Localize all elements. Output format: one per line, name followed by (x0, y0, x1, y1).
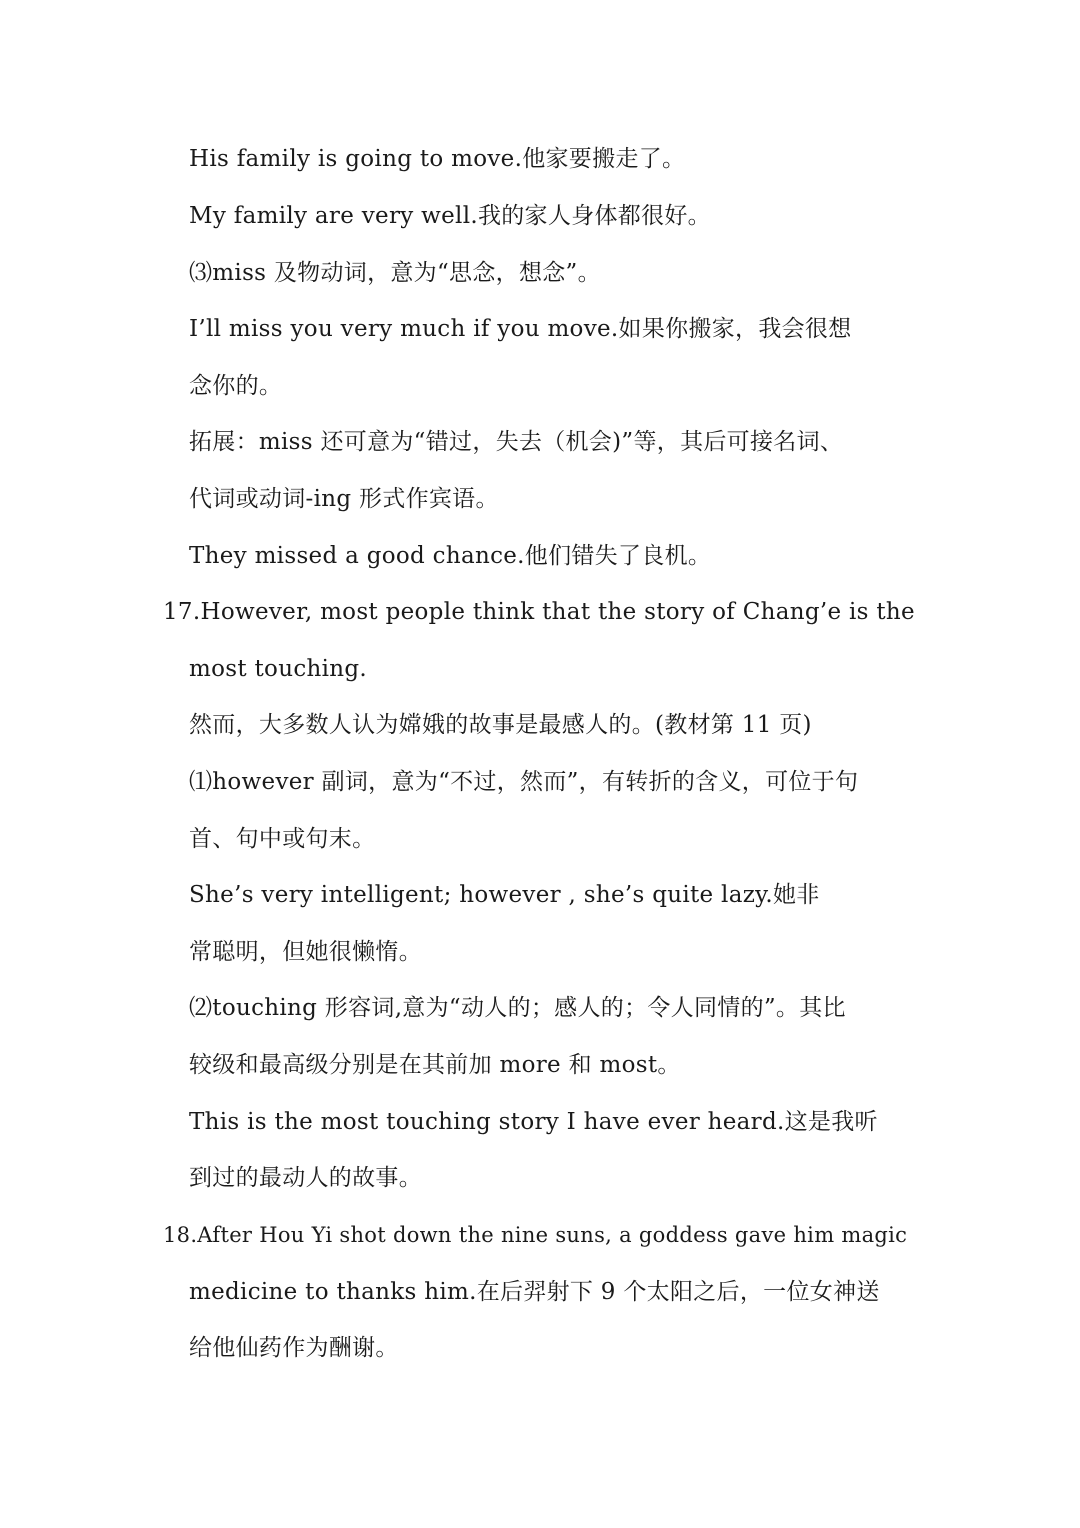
text-line: I’ll miss you very much if you move.如果你搬家，我会很想 (189, 316, 852, 342)
text-line: This is the most touching story I have ever heard.这是我听 (189, 1109, 878, 1135)
text-line: My family are very well.我的家人身体都很好。 (189, 203, 711, 229)
text-line: medicine to thanks him.在后羿射下 9 个太阳之后，一位女神送 (189, 1279, 880, 1305)
text-line: ⑴however 副词，意为“不过，然而”，有转折的含义，可位于句 (189, 769, 859, 795)
text-line: 代词或动词-ing 形式作宾语。 (189, 486, 499, 512)
text-line: They missed a good chance.他们错失了良机。 (189, 543, 712, 569)
text-line: 然而，大多数人认为嫦娥的故事是最感人的。(教材第 11 页) (189, 712, 812, 738)
text-line: 拓展：miss 还可意为“错过，失去（机会)”等，其后可接名词、 (189, 429, 844, 455)
text-line: She’s very intelligent; however , she’s quite lazy.她非 (189, 882, 820, 908)
text-line: His family is going to move.他家要搬走了。 (189, 146, 686, 172)
text-line: 到过的最动人的故事。 (189, 1165, 422, 1191)
text-line: 较级和最高级分别是在其前加 more 和 most。 (189, 1052, 681, 1078)
text-line: 首、句中或句末。 (189, 826, 376, 852)
text-line: 常聪明，但她很懒惰。 (189, 939, 422, 965)
text-line: most touching. (189, 656, 368, 682)
item-18-heading: 18.After Hou Yi shot down the nine suns, a goddess gave him magic (163, 1223, 908, 1247)
text-line: 给他仙药作为酬谢。 (189, 1335, 399, 1361)
text-line: ⑵touching 形容词,意为“动人的；感人的；令人同情的”。其比 (189, 995, 846, 1021)
item-17-heading: 17.However, most people think that the story of Chang’e is the (163, 599, 915, 625)
text-line: ⑶miss 及物动词，意为“思念，想念”。 (189, 260, 601, 286)
text-line: 念你的。 (189, 373, 283, 399)
